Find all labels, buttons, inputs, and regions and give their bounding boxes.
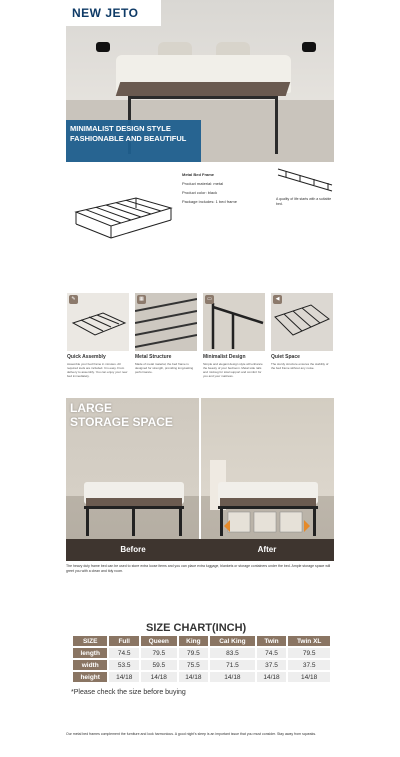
table-row: [73, 648, 330, 658]
storage-title: [70, 401, 173, 429]
feature-image-minimalist-design: [203, 293, 265, 351]
row-label: width: [73, 660, 107, 670]
before-label: Before: [66, 539, 200, 561]
storage-title-line1: LARGE: [70, 401, 112, 415]
table-cell: 59.5: [141, 660, 176, 670]
hero-title-line2: FASHIONABLE AND BEAUTIFUL: [70, 134, 187, 143]
size-chart-title: SIZE CHART(INCH): [146, 622, 247, 634]
table-cell: 14/18: [179, 672, 209, 682]
brand-logo: NEW JETO: [72, 6, 139, 20]
table-cell: 75.5: [179, 660, 209, 670]
table-header: Twin XL: [288, 636, 330, 646]
table-cell: 79.5: [179, 648, 209, 658]
lamp-icon: [302, 42, 316, 52]
table-header: Twin: [257, 636, 287, 646]
wrench-icon: ✎: [69, 295, 78, 304]
table-header: Cal King: [210, 636, 254, 646]
feature-image-metal-structure: [135, 293, 197, 351]
bed-after-drawing: [200, 398, 334, 561]
hero-title-line1: MINIMALIST DESIGN STYLE: [70, 124, 171, 133]
table-cell: 14/18: [257, 672, 287, 682]
table-cell: 71.5: [210, 660, 254, 670]
product-specs: [182, 170, 237, 206]
row-label: length: [73, 648, 107, 658]
logo-band: [66, 0, 161, 26]
table-header: SIZE: [73, 636, 107, 646]
feature-desc: The sturdy structure ensures the stability of the bed frame without any noise.: [271, 362, 329, 370]
feature-desc: Made of metal material, the bed frame is designed for strength, providing long-lasting performance.: [135, 362, 194, 374]
product-material: Product material: metal: [182, 181, 224, 186]
feature-desc: Assemble your bed frame in minutes. All required tools are included. It is easy. From delivery to assembly. You can enjoy your new bed immediately.: [67, 362, 128, 378]
detail-caption: A quality of life starts with a suitable bed.: [276, 197, 332, 206]
table-header: Full: [109, 636, 139, 646]
table-row: [73, 672, 330, 682]
table-cell: 14/18: [288, 672, 330, 682]
mute-icon: ◀: [273, 295, 282, 304]
feature-image-quick-assembly: [67, 293, 129, 351]
storage-description: The heavy duty frame bed can be used to store extra loose items and you can place extra luggage, blankets or storage containers under the bed. Ample storage space will greet you with a clean and tidy room.: [66, 564, 331, 573]
grid-icon: ▦: [137, 295, 146, 304]
table-cell: 37.5: [288, 660, 330, 670]
size-note: *Please check the size before buying: [71, 689, 186, 696]
table-row: [73, 660, 330, 670]
frame-icon: ▭: [205, 295, 214, 304]
table-cell: 14/18: [141, 672, 176, 682]
table-cell: 74.5: [257, 648, 287, 658]
table-cell: 53.5: [109, 660, 139, 670]
size-chart-table: [71, 634, 332, 684]
table-cell: 79.5: [141, 648, 176, 658]
hero-title: [70, 124, 200, 144]
table-header: King: [179, 636, 209, 646]
divider: [199, 398, 201, 561]
bed-frame-rail: [128, 96, 278, 99]
table-header: Queen: [141, 636, 176, 646]
hero-image: [66, 0, 334, 162]
product-package: Package includes: 1 bed frame: [182, 199, 237, 204]
bed-throw: [116, 82, 291, 96]
table-cell: 14/18: [210, 672, 254, 682]
lamp-icon: [96, 42, 110, 52]
table-cell: 79.5: [288, 648, 330, 658]
feature-desc: Simple and elegant design style will enhance the beauty of your bedroom. Metal side rails and mid-leg for total support and comfort for you and your mattress.: [203, 362, 263, 378]
feature-title: Quick Assembly: [67, 354, 106, 360]
feature-image-quiet-space: [271, 293, 333, 351]
row-label: height: [73, 672, 107, 682]
bed-frame-diagram: [66, 192, 176, 240]
table-cell: 14/18: [109, 672, 139, 682]
storage-comparison: [66, 398, 334, 561]
after-label: After: [200, 539, 334, 561]
frame-detail-image: [276, 165, 334, 195]
table-cell: 83.5: [210, 648, 254, 658]
product-name: Metal Bed Frame: [182, 172, 215, 177]
bed-leg: [275, 96, 278, 154]
feature-title: Minimalist Design: [203, 354, 246, 360]
table-cell: 74.5: [109, 648, 139, 658]
footer-text: Our metal bed frames complement the furniture and look harmonious. A good night's sleep is an important issue that you must consider. Stay away from squeaks.: [66, 732, 317, 736]
after-image: [200, 398, 334, 561]
feature-title: Quiet Space: [271, 354, 300, 360]
storage-title-line2: STORAGE SPACE: [70, 415, 173, 429]
product-color: Product color: black: [182, 190, 218, 195]
feature-title: Metal Structure: [135, 354, 172, 360]
table-header-row: [73, 636, 330, 646]
table-cell: 37.5: [257, 660, 287, 670]
